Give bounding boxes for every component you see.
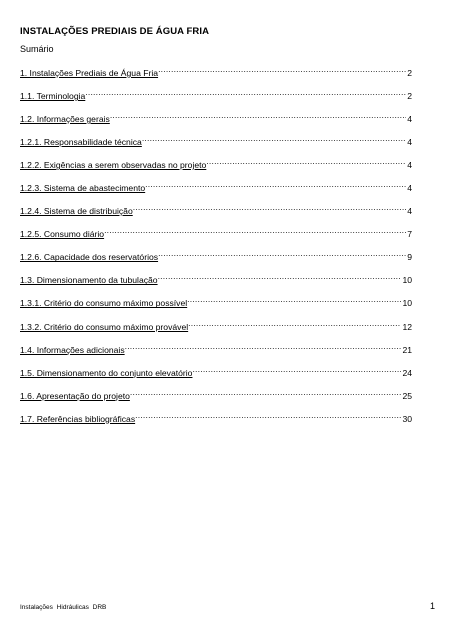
toc-entry[interactable] — [20, 339, 412, 353]
toc-leader-dots — [187, 292, 401, 306]
toc-entry-link[interactable]: 1.3.1. Critério do consumo máximo possível — [20, 298, 188, 309]
toc-entry-link[interactable]: 1.6. Apresentação do projeto — [20, 390, 130, 401]
toc-entry[interactable] — [20, 200, 412, 217]
toc-leader-dots — [188, 316, 401, 330]
toc-entry[interactable] — [20, 246, 412, 263]
toc-leader-dots — [158, 62, 406, 76]
toc-page-number: 4 — [407, 206, 412, 217]
toc-entry-link[interactable]: 1.5. Dimensionamento do conjunto elevatório — [20, 367, 193, 378]
toc-entry[interactable] — [20, 292, 412, 309]
toc-entry-link[interactable]: 1.2.5. Consumo diário — [20, 229, 105, 240]
toc-leader-dots — [110, 108, 406, 122]
document-title: INSTALAÇÕES PREDIAIS DE ÁGUA FRIA — [20, 26, 210, 37]
toc-page-number: 4 — [407, 160, 412, 171]
toc-entry-link[interactable]: 1.2.2. Exigências a serem observadas no projeto — [20, 160, 207, 171]
summary-heading: Sumário — [20, 44, 54, 54]
toc-entry[interactable] — [20, 62, 412, 76]
toc-leader-dots — [142, 131, 406, 145]
toc-page-number: 12 — [402, 321, 412, 332]
toc-page-number: 25 — [402, 390, 412, 401]
toc-leader-dots — [133, 200, 406, 214]
toc-entry-link[interactable]: 1.2.1. Responsabilidade técnica — [20, 137, 142, 148]
toc-page-number: 4 — [407, 114, 412, 125]
toc-entry-link[interactable]: 1. Instalações Prediais de Água Fria — [20, 68, 159, 78]
toc-entry-link[interactable]: 1.3. Dimensionamento da tubulação — [20, 275, 158, 286]
toc-page-number: 24 — [402, 367, 412, 378]
toc-page-number: 10 — [402, 298, 412, 309]
toc-page-number: 7 — [407, 229, 412, 240]
toc-page-number: 30 — [402, 413, 412, 424]
toc-entry-link[interactable]: 1.2.3. Sistema de abastecimento — [20, 183, 146, 194]
footer-page-number: 1 — [429, 601, 435, 611]
toc-entry[interactable] — [20, 85, 412, 102]
toc-entry[interactable] — [20, 408, 412, 422]
toc-entry[interactable] — [20, 131, 412, 148]
toc-leader-dots — [145, 177, 406, 191]
toc-entry-link[interactable]: 1.7. Referências bibliográficas — [20, 413, 136, 424]
toc-entry[interactable] — [20, 223, 412, 240]
toc-leader-dots — [206, 154, 406, 168]
toc-leader-dots — [158, 246, 406, 260]
toc-entry-link[interactable]: 1.2.4. Sistema de distribuição — [20, 206, 133, 217]
toc-entry-link[interactable]: 1.1. Terminologia — [20, 91, 86, 102]
toc-page-number: 2 — [407, 68, 412, 78]
toc-entry-link[interactable]: 1.3.2. Critério do consumo máximo provável — [20, 321, 189, 332]
toc-entry[interactable] — [20, 108, 412, 125]
toc-page-number: 21 — [402, 344, 412, 355]
toc-entry[interactable] — [20, 269, 412, 286]
toc-entry[interactable] — [20, 362, 412, 376]
toc-entry-link[interactable]: 1.4. Informações adicionais — [20, 344, 125, 355]
toc-leader-dots — [104, 223, 406, 237]
table-of-contents — [20, 62, 412, 431]
toc-page-number: 2 — [407, 91, 412, 102]
toc-leader-dots — [192, 362, 401, 376]
toc-page-number: 4 — [407, 183, 412, 194]
toc-leader-dots — [85, 85, 406, 99]
toc-entry[interactable] — [20, 385, 412, 399]
toc-leader-dots — [130, 385, 402, 399]
toc-page-number: 4 — [407, 137, 412, 148]
toc-entry-link[interactable]: 1.2.6. Capacidade dos reservatórios — [20, 252, 159, 263]
toc-leader-dots — [135, 408, 401, 422]
toc-entry[interactable] — [20, 154, 412, 171]
toc-leader-dots — [125, 339, 402, 353]
toc-leader-dots — [158, 269, 402, 283]
toc-entry[interactable] — [20, 316, 412, 330]
toc-page-number: 10 — [402, 275, 412, 286]
toc-entry-link[interactable]: 1.2. Informações gerais — [20, 114, 110, 125]
toc-entry[interactable] — [20, 177, 412, 194]
footer-text: Instalações Hidráulicas DRB — [20, 604, 107, 611]
toc-page-number: 9 — [407, 252, 412, 263]
